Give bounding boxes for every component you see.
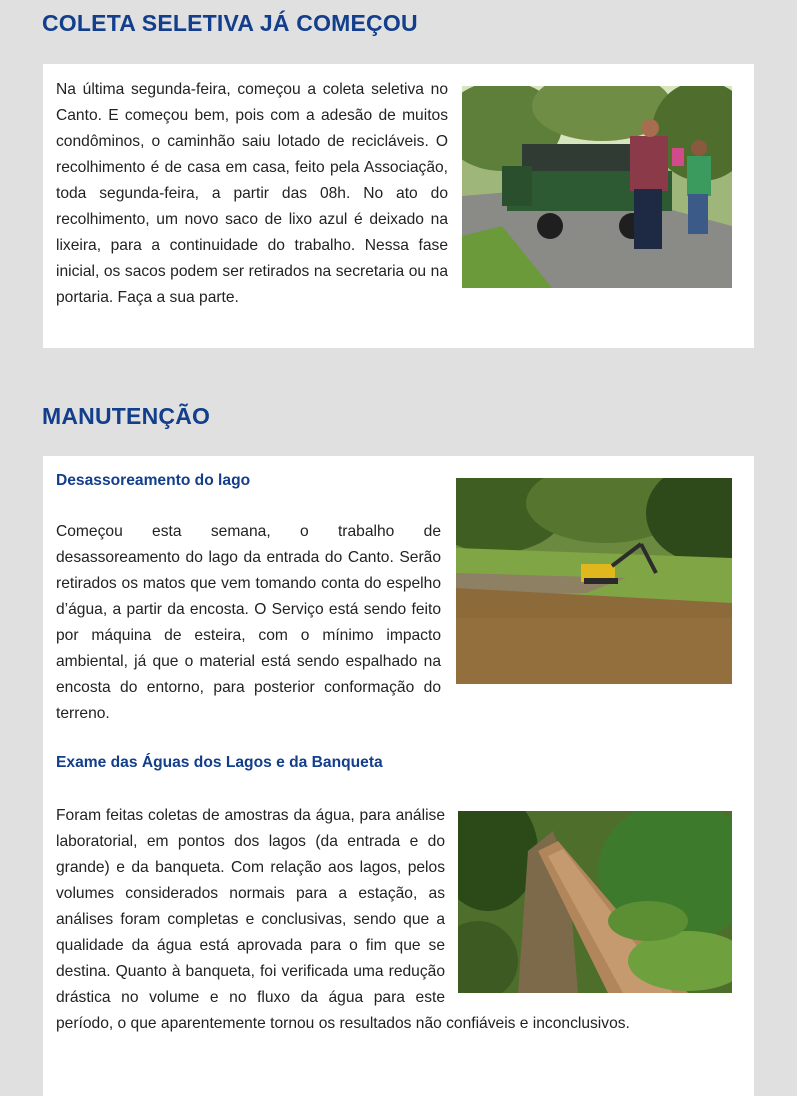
image-float-spacer — [445, 803, 741, 993]
manutencao-card — [43, 456, 754, 1096]
coleta-text: Na última segunda-feira, começou a coleta seletiva no Canto. E começou bem, pois com a adesão de muitos condôminos, o caminhão saiu lotado de recicláveis. O recolhimento é de casa em casa, feito pela Associação, toda segunda-feira, a partir das 08h. No ato do recolhimento, um novo saco de lixo azul é deixado na lixeira, para a continuidade do trabalho. Nessa fase inicial, os sacos podem ser retirados na secretaria ou na portaria. Faça a sua parte. — [56, 81, 448, 306]
section-title-manutencao: MANUTENÇÃO — [42, 403, 211, 429]
article-text-desassoreamento: Começou esta semana, o trabalho de desassoreamento do lago da entrada do Canto. Serão retirados os matos que vem tomando conta do espelho d’água, a partir da encosta. O Serviço está sendo feito por máquina de esteira, com o mínimo impacto ambiental, já que o material está sendo espalhado na encosta do entorno, para posterior conformação do terreno. — [56, 523, 441, 722]
section-title-coleta: COLETA SELETIVA JÁ COMEÇOU — [42, 10, 418, 36]
article-text-exame-aguas: Foram feitas coletas de amostras da água, para análise laboratorial, em pontos dos lagos (da entrada e do grande) e da banqueta. Com relação aos lagos, pelos volumes considerados normais para a estação, as análises foram completas e conclusivas, sendo que a qualidade da água está aprovada para o fim que se destina. Quanto à banqueta, foi verificada uma redução drástica no volume e no fluxo da água para este período, o que aparentemente tornou os resultados não confiáveis e inconclusivos. — [56, 807, 630, 1032]
lake-excavator-photo — [456, 478, 732, 684]
article-heading-exame-aguas: Exame das Águas dos Lagos e da Banqueta — [56, 754, 383, 771]
truck-recycling-photo — [462, 86, 732, 288]
article-heading-desassoreamento: Desassoreamento do lago — [56, 472, 251, 489]
article-text-exame-aguas-wrap — [56, 803, 741, 1037]
coleta-card — [43, 64, 754, 348]
